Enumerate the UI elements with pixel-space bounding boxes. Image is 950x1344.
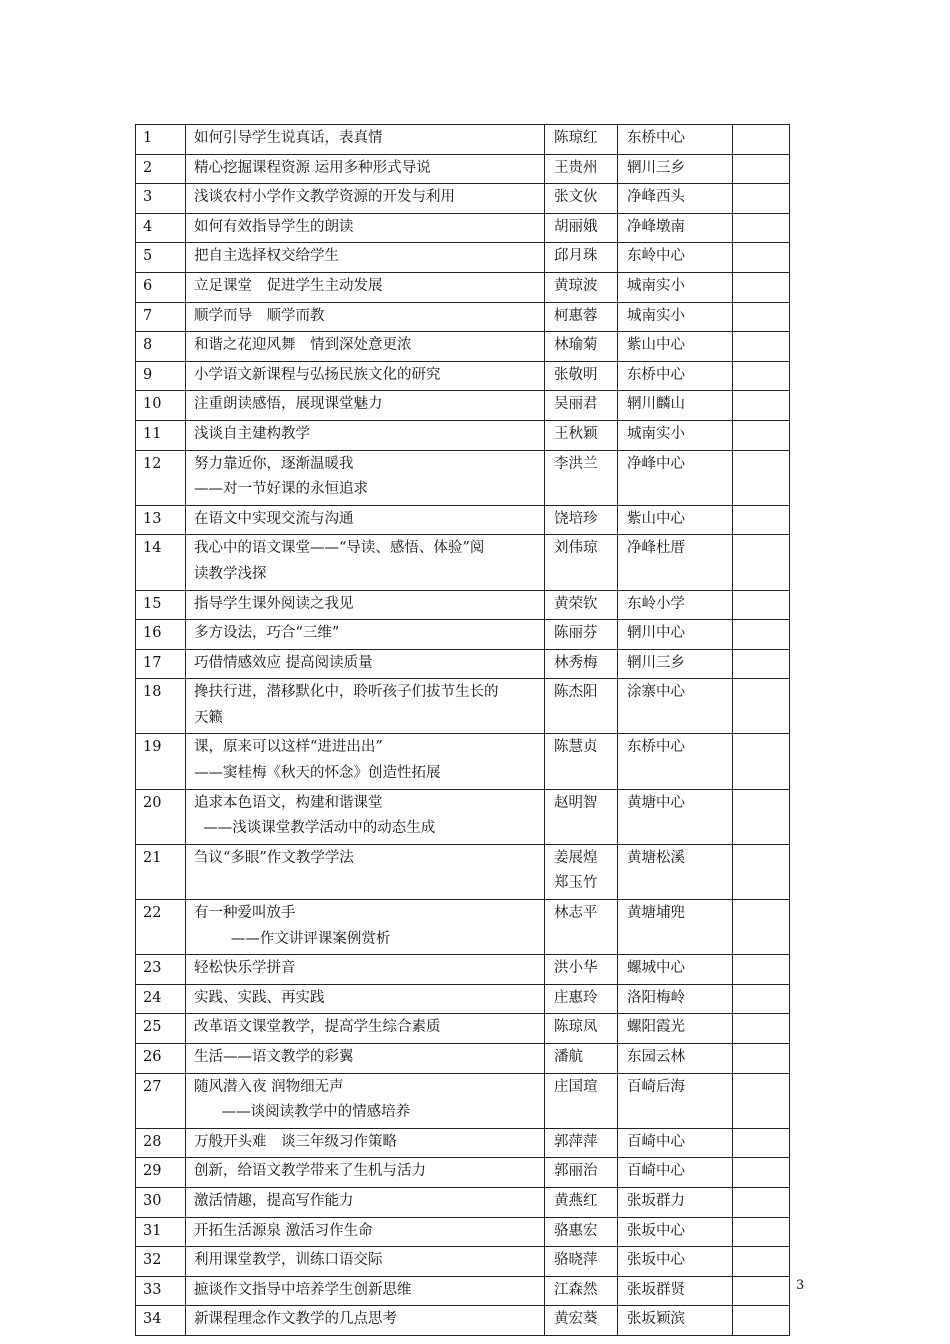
page-number: 3 [796, 1278, 805, 1293]
empty-cell [733, 125, 790, 155]
author-name-line: 陈慧贞 [554, 739, 598, 756]
table-row [136, 620, 790, 650]
table-row [136, 184, 790, 214]
school-name: 东园云林 [618, 1044, 733, 1074]
empty-cell [733, 984, 790, 1014]
school-name: 辋川三乡 [618, 649, 733, 679]
table-row [136, 1128, 790, 1158]
paper-title [186, 125, 545, 155]
row-number: 32 [136, 1247, 186, 1277]
school-name: 辋川麟山 [618, 391, 733, 421]
table-row [136, 955, 790, 985]
school-name: 张坂中心 [618, 1217, 733, 1247]
school-name: 张坂群贤 [618, 1276, 733, 1306]
paper-title-line: 生活——语文教学的彩翼 [194, 1049, 354, 1065]
paper-title-line: 小学语文新课程与弘扬民族文化的研究 [194, 366, 441, 383]
author-name [545, 1128, 618, 1158]
empty-cell [733, 154, 790, 184]
paper-title [186, 844, 545, 899]
empty-cell [733, 535, 790, 590]
empty-cell [733, 184, 790, 214]
empty-cell [733, 420, 790, 450]
empty-cell [733, 1073, 790, 1128]
paper-title [186, 535, 545, 590]
paper-title-line: 如何引导学生说真话，表真情 [194, 130, 383, 146]
school-name: 黄塘松溪 [618, 844, 733, 899]
paper-title-line: 创新，给语文教学带来了生机与活力 [194, 1163, 426, 1180]
school-name: 城南实小 [618, 272, 733, 302]
author-name-line: 林志平 [554, 905, 598, 922]
row-number: 30 [136, 1187, 186, 1217]
school-name: 张坂颖滨 [618, 1306, 733, 1336]
author-name [545, 505, 618, 535]
row-number: 5 [136, 243, 186, 273]
paper-title-line: ——窦桂梅《秋天的怀念》创造性拓展 [194, 765, 441, 782]
paper-title-line: 把自主选择权交给学生 [194, 248, 339, 265]
school-name: 百崎中心 [618, 1158, 733, 1188]
row-number: 15 [136, 590, 186, 620]
row-number: 31 [136, 1217, 186, 1247]
empty-cell [733, 590, 790, 620]
table-row [136, 361, 790, 391]
author-name-line: 庄惠玲 [554, 989, 598, 1006]
paper-title [186, 1217, 545, 1247]
table-row [136, 125, 790, 155]
paper-title-line: 注重朗读感悟，展现课堂魅力 [194, 396, 383, 413]
school-name: 紫山中心 [618, 505, 733, 535]
author-name [545, 1217, 618, 1247]
row-number: 26 [136, 1044, 186, 1074]
paper-title-line: 指导学生课外阅读之我见 [194, 595, 354, 612]
table-row [136, 243, 790, 273]
table-row [136, 505, 790, 535]
author-name [545, 590, 618, 620]
paper-title-line: 巧借情感效应 提高阅读质量 [194, 654, 373, 671]
paper-title [186, 984, 545, 1014]
row-number: 3 [136, 184, 186, 214]
table-row [136, 984, 790, 1014]
paper-title-line: 摭谈作文指导中培养学生创新思维 [194, 1281, 412, 1298]
school-name: 净峰墩南 [618, 213, 733, 243]
row-number: 14 [136, 535, 186, 590]
author-name-line: 陈琼凤 [554, 1019, 598, 1036]
paper-title [186, 213, 545, 243]
author-name-line: 姜展煌 [554, 849, 598, 866]
paper-title-line: 实践、实践、再实践 [194, 989, 325, 1006]
row-number: 20 [136, 789, 186, 844]
author-name-line: 江森然 [554, 1281, 598, 1298]
empty-cell [733, 302, 790, 332]
school-name: 紫山中心 [618, 332, 733, 362]
empty-cell [733, 272, 790, 302]
table-row [136, 844, 790, 899]
author-name [545, 1306, 618, 1336]
author-name-line: 张文伙 [554, 189, 598, 206]
row-number: 25 [136, 1014, 186, 1044]
paper-title-line: 如何有效指导学生的朗读 [194, 218, 354, 235]
author-name [545, 955, 618, 985]
author-name [545, 272, 618, 302]
paper-title-line: 天籁 [194, 709, 223, 726]
paper-title [186, 361, 545, 391]
school-name: 东桥中心 [618, 361, 733, 391]
paper-title-line: 课，原来可以这样“进进出出” [194, 739, 383, 756]
paper-title-line: 追求本色语文，构建和谐课堂 [194, 794, 383, 811]
paper-title [186, 590, 545, 620]
school-name: 洛阳梅岭 [618, 984, 733, 1014]
paper-title-line: 开拓生活源泉 激活习作生命 [194, 1222, 373, 1239]
table-row [136, 154, 790, 184]
school-name: 黄塘中心 [618, 789, 733, 844]
table-row [136, 1217, 790, 1247]
author-name [545, 535, 618, 590]
empty-cell [733, 213, 790, 243]
row-number: 7 [136, 302, 186, 332]
school-name: 东岭中心 [618, 243, 733, 273]
paper-title-line: 刍议“多眼”作文教学学法 [194, 849, 354, 866]
row-number: 4 [136, 213, 186, 243]
empty-cell [733, 505, 790, 535]
paper-title-line: 和谐之花迎风舞 情到深处意更浓 [194, 337, 412, 354]
empty-cell [733, 1158, 790, 1188]
row-number: 12 [136, 450, 186, 505]
author-name [545, 361, 618, 391]
author-name-line: 洪小华 [554, 960, 598, 977]
school-name: 张坂群力 [618, 1187, 733, 1217]
author-name-line: 陈丽芬 [554, 625, 598, 642]
school-name: 净峰中心 [618, 450, 733, 505]
empty-cell [733, 789, 790, 844]
author-name-line: 郭丽治 [554, 1163, 598, 1180]
school-name: 东岭小学 [618, 590, 733, 620]
table-row [136, 272, 790, 302]
table-row [136, 420, 790, 450]
author-name [545, 420, 618, 450]
author-name-line: 饶培珍 [554, 510, 598, 527]
author-name-line: 陈琼红 [554, 130, 598, 146]
row-number: 21 [136, 844, 186, 899]
empty-cell [733, 955, 790, 985]
author-name [545, 243, 618, 273]
paper-title-line: 随风潜入夜 润物细无声 [194, 1078, 344, 1095]
school-name: 东桥中心 [618, 125, 733, 155]
author-name [545, 450, 618, 505]
paper-title [186, 184, 545, 214]
empty-cell [733, 679, 790, 734]
paper-title-line: 我心中的语文课堂——“导读、感悟、体验”阅 [194, 540, 485, 557]
paper-title [186, 420, 545, 450]
author-name [545, 213, 618, 243]
empty-cell [733, 1187, 790, 1217]
empty-cell [733, 1128, 790, 1158]
author-name-line: 胡丽娥 [554, 218, 598, 235]
author-name [545, 900, 618, 955]
author-name-line: 林瑜菊 [554, 337, 598, 354]
row-number: 19 [136, 734, 186, 789]
author-name [545, 679, 618, 734]
paper-title [186, 620, 545, 650]
author-name [545, 620, 618, 650]
row-number: 22 [136, 900, 186, 955]
paper-title-line: 精心挖掘课程资源 运用多种形式导说 [194, 159, 431, 176]
row-number: 10 [136, 391, 186, 421]
row-number: 24 [136, 984, 186, 1014]
empty-cell [733, 332, 790, 362]
table-row [136, 1158, 790, 1188]
paper-title-line: 浅谈自主建构教学 [194, 425, 310, 442]
paper-title [186, 332, 545, 362]
paper-title-line: 多方设法，巧合“三维” [194, 625, 340, 642]
author-name-line: 柯惠蓉 [554, 307, 598, 324]
paper-title-line: ——对一节好课的永恒追求 [194, 481, 368, 498]
author-name [545, 184, 618, 214]
table-row [136, 789, 790, 844]
row-number: 8 [136, 332, 186, 362]
paper-title [186, 272, 545, 302]
table-row [136, 900, 790, 955]
empty-cell [733, 361, 790, 391]
empty-cell [733, 900, 790, 955]
author-name [545, 844, 618, 899]
school-name: 东桥中心 [618, 734, 733, 789]
empty-cell [733, 620, 790, 650]
author-name [545, 302, 618, 332]
paper-title [186, 391, 545, 421]
empty-cell [733, 243, 790, 273]
author-name-line: 张敬明 [554, 366, 598, 383]
paper-title-line: 搀扶行进，潜移默化中，聆听孩子们拔节生长的 [194, 684, 499, 701]
author-name-line: 骆惠宏 [554, 1222, 598, 1239]
table-row [136, 1014, 790, 1044]
paper-title [186, 734, 545, 789]
author-name-line: 骆晓萍 [554, 1252, 598, 1269]
school-name: 百崎后海 [618, 1073, 733, 1128]
author-name [545, 1073, 618, 1128]
empty-cell [733, 649, 790, 679]
school-name: 螺阳霞光 [618, 1014, 733, 1044]
paper-title-line: 轻松快乐学拼音 [194, 960, 296, 977]
paper-title-line: 改革语文课堂教学，提高学生综合素质 [194, 1019, 441, 1036]
paper-title [186, 1044, 545, 1074]
school-name: 净峰杜厝 [618, 535, 733, 590]
paper-title-line: 在语文中实现交流与沟通 [194, 510, 354, 527]
paper-title [186, 900, 545, 955]
author-name [545, 1158, 618, 1188]
table-row [136, 391, 790, 421]
table-row [136, 1187, 790, 1217]
author-name [545, 1044, 618, 1074]
row-number: 27 [136, 1073, 186, 1128]
school-name: 辋川三乡 [618, 154, 733, 184]
paper-title-line: ——谈阅读教学中的情感培养 [194, 1104, 411, 1121]
paper-title-line: 浅谈农村小学作文教学资源的开发与利用 [194, 189, 455, 206]
author-name-line: 邱月珠 [554, 248, 598, 265]
school-name: 辋川中心 [618, 620, 733, 650]
table-row [136, 734, 790, 789]
paper-title [186, 154, 545, 184]
paper-title [186, 1276, 545, 1306]
paper-title [186, 1014, 545, 1044]
paper-title [186, 679, 545, 734]
author-name-line: 黄宏葵 [554, 1311, 598, 1328]
school-name: 张坂中心 [618, 1247, 733, 1277]
table-row [136, 1073, 790, 1128]
paper-title [186, 1158, 545, 1188]
school-name: 百崎中心 [618, 1128, 733, 1158]
author-name [545, 1187, 618, 1217]
paper-title-line: 利用课堂教学，训练口语交际 [194, 1252, 383, 1269]
author-name [545, 1276, 618, 1306]
empty-cell [733, 844, 790, 899]
paper-title-line: 新课程理念作文教学的几点思考 [194, 1311, 397, 1328]
row-number: 16 [136, 620, 186, 650]
author-name-line: 王秋颖 [554, 425, 598, 442]
author-name [545, 1247, 618, 1277]
author-name-line: 郭萍萍 [554, 1133, 598, 1150]
empty-cell [733, 1247, 790, 1277]
table-row [136, 679, 790, 734]
author-name-line: 庄国瑄 [554, 1078, 598, 1095]
table-row [136, 302, 790, 332]
author-name-line: 潘航 [554, 1049, 583, 1065]
row-number: 18 [136, 679, 186, 734]
empty-cell [733, 1276, 790, 1306]
paper-title-line: 努力靠近你，逐渐温暖我 [194, 455, 354, 472]
author-name [545, 391, 618, 421]
table-row [136, 213, 790, 243]
table-row [136, 535, 790, 590]
paper-title-line: 有一种爱叫放手 [194, 905, 296, 922]
row-number: 28 [136, 1128, 186, 1158]
paper-title-line: ——作文讲评课案例赏析 [194, 930, 391, 947]
row-number: 17 [136, 649, 186, 679]
row-number: 6 [136, 272, 186, 302]
school-name: 城南实小 [618, 420, 733, 450]
paper-title-line: 激活情趣，提高写作能力 [194, 1192, 354, 1209]
paper-title [186, 649, 545, 679]
paper-title [186, 955, 545, 985]
school-name: 净峰西头 [618, 184, 733, 214]
school-name: 螺城中心 [618, 955, 733, 985]
row-number: 29 [136, 1158, 186, 1188]
author-name-line: 王贵州 [554, 159, 598, 176]
paper-title [186, 1306, 545, 1336]
empty-cell [733, 734, 790, 789]
row-number: 1 [136, 125, 186, 155]
school-name: 城南实小 [618, 302, 733, 332]
author-name [545, 649, 618, 679]
papers-table-body [136, 125, 790, 1336]
paper-title [186, 789, 545, 844]
row-number: 34 [136, 1306, 186, 1336]
paper-title-line: 读教学浅探 [194, 565, 267, 582]
table-row [136, 590, 790, 620]
author-name [545, 789, 618, 844]
paper-title [186, 1073, 545, 1128]
table-row [136, 1306, 790, 1336]
author-name [545, 984, 618, 1014]
paper-title [186, 450, 545, 505]
row-number: 11 [136, 420, 186, 450]
author-name [545, 125, 618, 155]
author-name-line: 赵明智 [554, 794, 598, 811]
paper-title [186, 1128, 545, 1158]
author-name-line: 吴丽君 [554, 396, 598, 413]
paper-title [186, 1187, 545, 1217]
author-name-line: 郑玉竹 [554, 875, 598, 892]
author-name-line: 刘伟琼 [554, 540, 598, 557]
paper-title [186, 243, 545, 273]
empty-cell [733, 1014, 790, 1044]
empty-cell [733, 1306, 790, 1336]
author-name [545, 154, 618, 184]
paper-title-line: 万般开头难 谈三年级习作策略 [194, 1133, 397, 1150]
table-row [136, 1276, 790, 1306]
row-number: 33 [136, 1276, 186, 1306]
table-row [136, 332, 790, 362]
table-row [136, 450, 790, 505]
paper-title-line: ——浅谈课堂教学活动中的动态生成 [194, 820, 436, 837]
author-name-line: 陈杰阳 [554, 684, 598, 701]
paper-title-line: 立足课堂 促进学生主动发展 [194, 277, 383, 294]
school-name: 黄塘埔兜 [618, 900, 733, 955]
author-name-line: 黄琼波 [554, 277, 598, 294]
author-name [545, 332, 618, 362]
table-row [136, 1044, 790, 1074]
row-number: 9 [136, 361, 186, 391]
papers-table [135, 124, 790, 1336]
paper-title-line: 顺学而导 顺学而教 [194, 307, 325, 324]
author-name-line: 林秀梅 [554, 654, 598, 671]
paper-title [186, 505, 545, 535]
table-row [136, 1247, 790, 1277]
empty-cell [733, 1217, 790, 1247]
paper-title [186, 302, 545, 332]
empty-cell [733, 1044, 790, 1074]
table-row [136, 649, 790, 679]
empty-cell [733, 391, 790, 421]
row-number: 2 [136, 154, 186, 184]
author-name-line: 黄燕红 [554, 1192, 598, 1209]
school-name: 涂寨中心 [618, 679, 733, 734]
author-name-line: 黄荣钦 [554, 595, 598, 612]
empty-cell [733, 450, 790, 505]
paper-title [186, 1247, 545, 1277]
author-name-line: 李洪兰 [554, 455, 598, 472]
row-number: 23 [136, 955, 186, 985]
row-number: 13 [136, 505, 186, 535]
author-name [545, 734, 618, 789]
author-name [545, 1014, 618, 1044]
